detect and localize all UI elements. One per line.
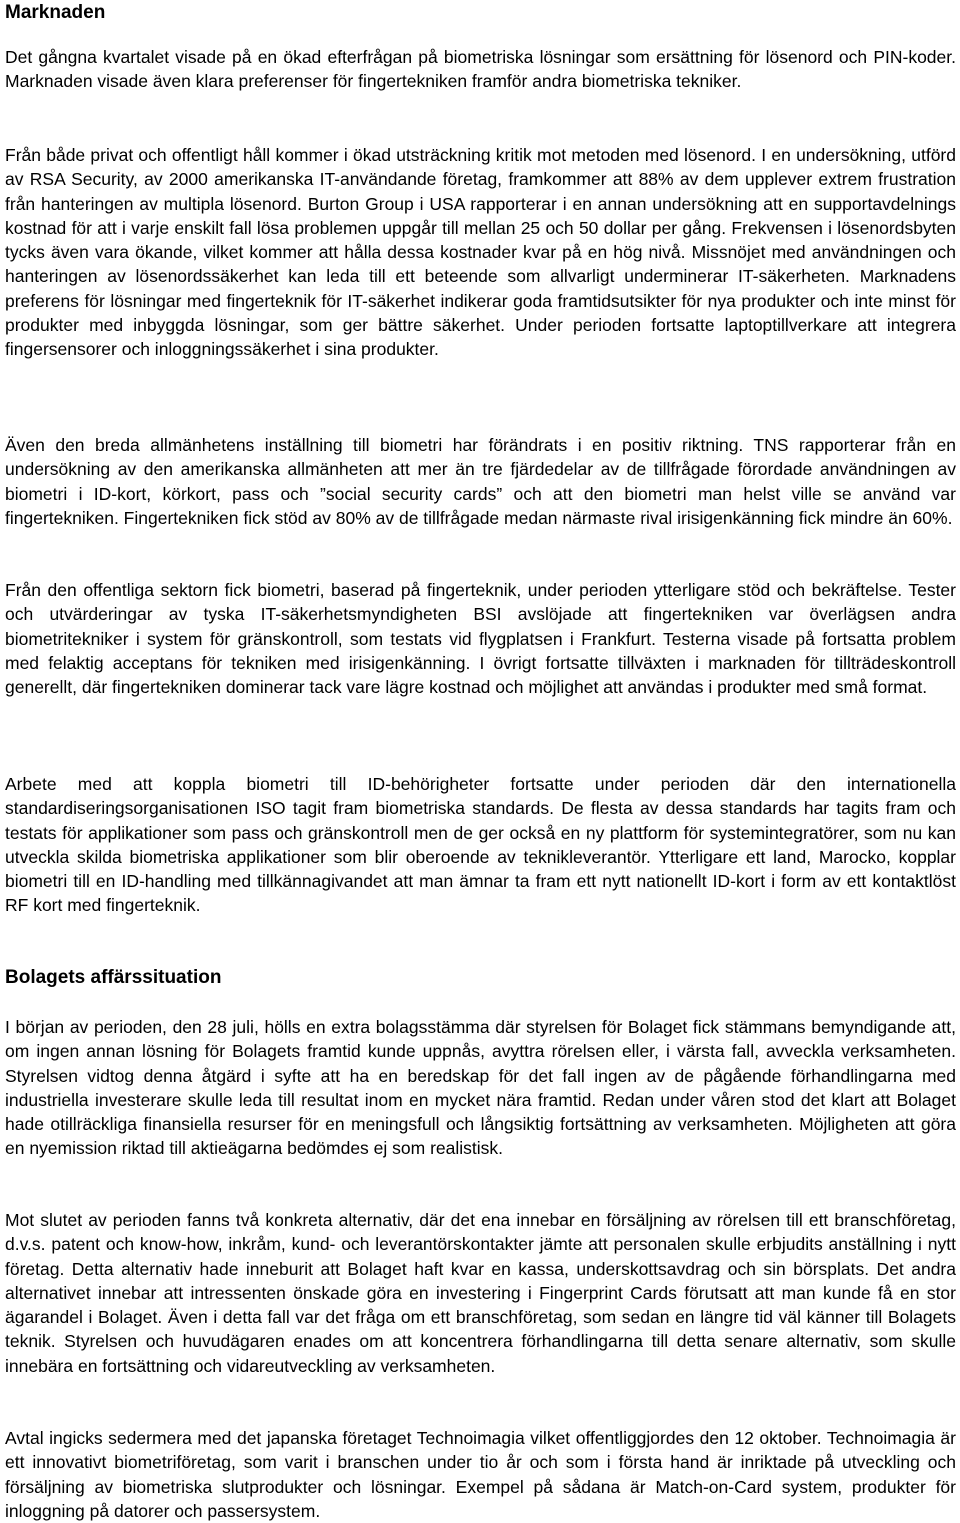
- paragraph: Mot slutet av perioden fanns två konkreta alternativ, där det ena innebar en försäljning av rörelsen till ett branschföretag, d.v.s. patent och know-how, inkråm, kund- och leverantörskontakter jämte att personalen skulle erbjudits anställning i nytt företag. Detta alternativ hade inneburit att Bolaget haft kvar en kassa, underskottsavdrag och sin börsplats. Det andra alternativet innebar att intressenten önskade göra en investering i Fingerprint Cards förutsatt att man kunde få en stor ägarandel i Bolaget. Även i detta fall var det fråga om ett branschföretag, som sedan en längre tid väl känner till Bolagets teknik. Styrelsen och huvudägaren enades om att koncentrera förhandlingarna till detta senare alternativ, som skulle innebära en fortsättning och vidareutveckling av verksamheten.: [5, 1210, 956, 1376]
- paragraph: Avtal ingicks sedermera med det japanska företaget Technoimagia vilket offentliggjordes den 12 oktober. Technoimagia är ett innovativt biometriföretag, som varit i branschen under tio år och som i första hand är inriktade på utveckling och försäljning av biometriska slutprodukter och lösningar. Exempel på sådana är Match-on-Card system, produkter för inloggning på datorer och passersystem.: [5, 1428, 956, 1521]
- paragraph: Även den breda allmänhetens inställning till biometri har förändrats i en positiv riktning. TNS rapporterar från en undersökning av den amerikanska allmänheten att mer än tre fjärdedelar av de tillfrågade förordade användningen av biometri i ID-kort, körkort, pass och ”social security cards” och att den biometri man helst ville se använd var fingertekniken. Fingertekniken fick stöd av 80% av de tillfrågade medan närmaste rival irisigenkänning fick mindre än 60%.: [5, 435, 956, 528]
- paragraph: Från den offentliga sektorn fick biometri, baserad på fingerteknik, under perioden ytterligare stöd och bekräftelse. Tester och utvärderingar av tyska IT-säkerhetsmyndigheten BSI avslöjade att fingertekniken var överlägsen andra biometritekniker i system för gränskontroll, som testats vid flygplatsen i Frankfurt. Testerna visade på fortsatta problem med felaktig acceptans för tekniken med irisigenkänning. I övrigt fortsatte tillväxten i marknaden för tillträdeskontroll generellt, där fingertekniken dominerar tack vare lägre kostnad och möjlighet att användas i produkter med små format.: [5, 580, 956, 697]
- paragraph: Från både privat och offentligt håll kommer i ökad utsträckning kritik mot metoden med lösenord. I en undersökning, utförd av RSA Security, av 2000 amerikanska IT-användande företag, framkommer att 88% av dem upplever extrem frustration från hanteringen av multipla lösenord. Burton Group i USA rapporterar i en annan undersökning att en supportavdelnings kostnad för att i varje enskilt fall lösa problemen uppgår till mellan 25 och 50 dollar per gång. Frekvensen i lösenordsbyten tycks även vara ökande, vilket kommer att hålla dessa kostnader kvar på en hög nivå. Missnöjet med användningen och hanteringen av lösenordssäkerhet kan leda till ett beteende som allvarligt underminerar IT-säkerheten. Marknadens preferens för lösningar med fingerteknik för IT-säkerhet indikerar goda framtidsutsikter för nya produkter och inte minst för produkter med inbyggda lösningar, som ger bättre säkerhet. Under perioden fortsatte laptoptillverkare att integrera fingersensorer och inloggningssäkerhet i sina produkter.: [5, 145, 956, 359]
- section-heading-market: Marknaden: [5, 2, 106, 23]
- paragraph: I början av perioden, den 28 juli, hölls en extra bolagsstämma där styrelsen för Bolaget fick stämmans bemyndigande att, om ingen annan lösning för Bolagets framtid kunde uppnås, avyttra rörelsen eller, i värsta fall, avveckla verksamheten. Styrelsen vidtog denna åtgärd i syfte att ha en beredskap för det fall ingen av de pågående förhandlingarna med industriella investerare skulle leda till resultat inom en mycket nära framtid. Redan under våren stod det klart att Bolaget hade otillräckliga finansiella resurser för en meningsfull och långsiktig fortsättning av verksamheten. Möjligheten att göra en nyemission riktad till aktieägarna bedömdes ej som realistisk.: [5, 1017, 956, 1159]
- paragraph: Arbete med att koppla biometri till ID-behörigheter fortsatte under perioden där den internationella standardiseringsorganisationen ISO tagit fram biometriska standards. De flesta av dessa standards har tagits fram och testats för applikationer som pass och gränskontroll men de ger också en ny plattform för systemintegratörer, som nu kan utveckla skilda biometriska applikationer som blir oberoende av teknikleverantör. Ytterligare ett land, Marocko, kopplar biometri till en ID-handling med tillkännagivandet att man ämnar ta fram ett nytt nationellt ID-kort i form av ett kontaktlöst RF kort med fingerteknik.: [5, 774, 956, 916]
- paragraph: Det gångna kvartalet visade på en ökad efterfrågan på biometriska lösningar som ersättning för lösenord och PIN-koder. Marknaden visade även klara preferenser för fingertekniken framför andra biometriska tekniker.: [5, 47, 956, 92]
- section-heading-business: Bolagets affärssituation: [5, 967, 222, 988]
